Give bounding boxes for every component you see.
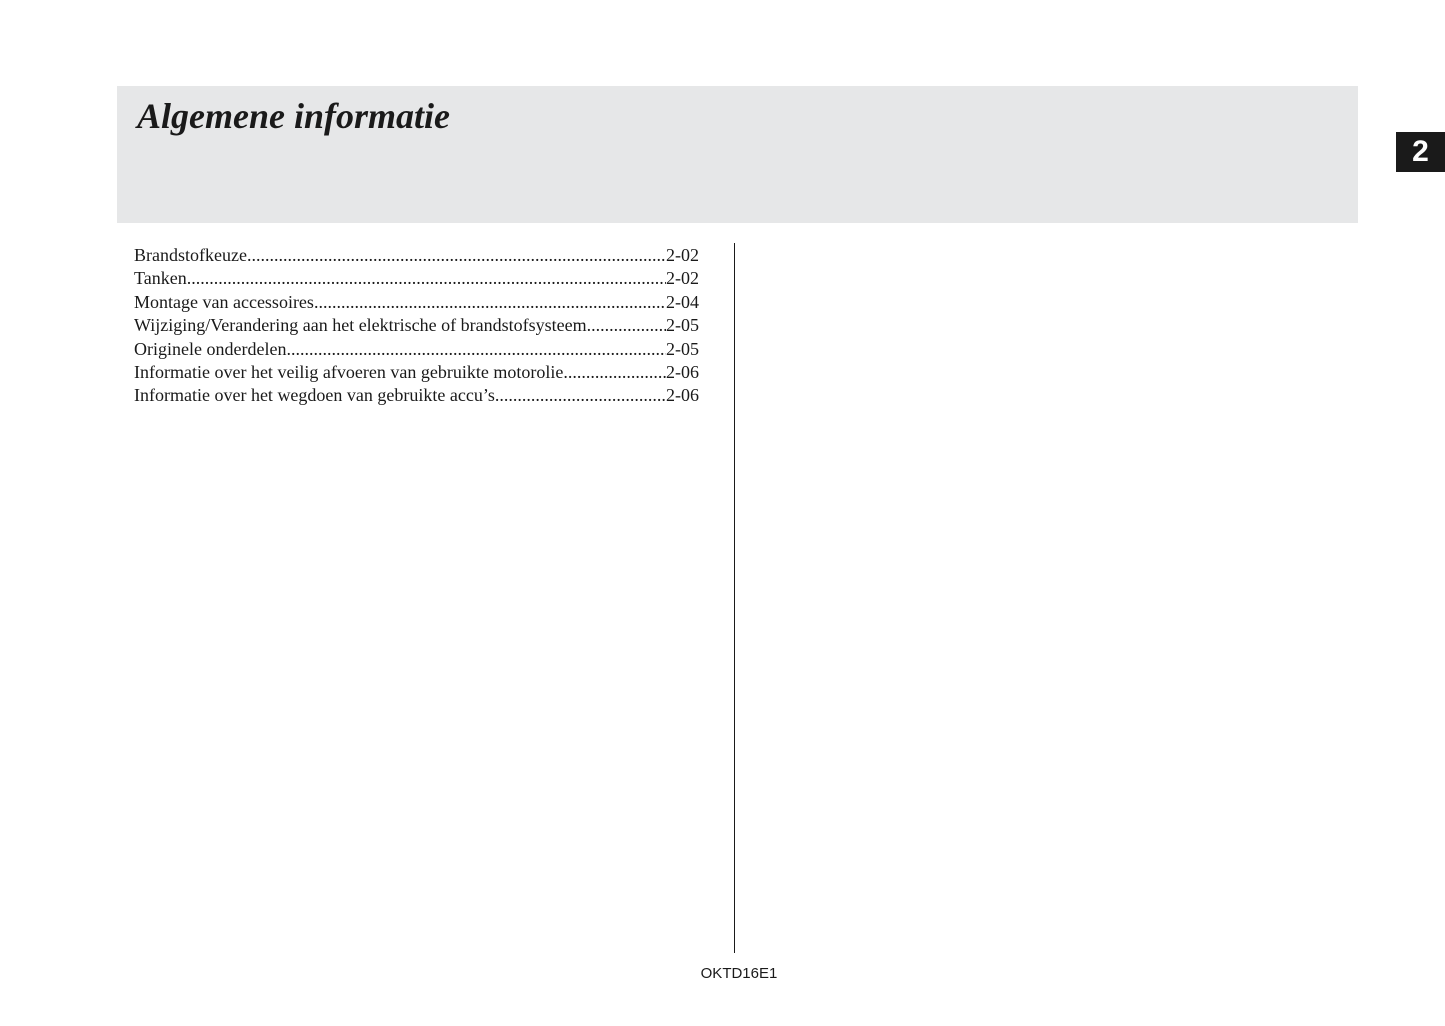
toc-entry-wijziging-systeem[interactable]	[134, 314, 699, 337]
toc-dot-leader	[187, 267, 666, 290]
chapter-tab: 2	[1396, 132, 1445, 172]
toc-dot-leader	[286, 338, 666, 361]
toc-entry-page: 2-02	[666, 268, 699, 289]
toc-entry-montage-accessoires[interactable]	[134, 291, 699, 314]
toc-entry-page: 2-04	[666, 291, 699, 312]
toc-entry-afvoeren-motorolie[interactable]	[134, 361, 699, 384]
toc-dot-leader	[314, 291, 666, 314]
toc-entry-label: Brandstofkeuze	[134, 245, 247, 265]
toc-entry-originele-onderdelen[interactable]	[134, 338, 699, 361]
toc-entry-label: Tanken	[134, 268, 187, 289]
toc-dot-leader	[563, 361, 666, 384]
toc-entry-label: Informatie over het wegdoen van gebruikte accu’s	[134, 385, 495, 406]
toc-entry-page: 2-06	[666, 385, 699, 406]
toc-entry-tanken[interactable]	[134, 267, 699, 290]
document-code: OKTD16E1	[700, 965, 778, 982]
toc-dot-leader	[587, 314, 666, 337]
toc-entry-label: Informatie over het veilig afvoeren van gebruikte motorolie	[134, 361, 564, 382]
page-title: Algemene informatie	[137, 96, 450, 136]
table-of-contents	[134, 244, 699, 408]
toc-entry-wegdoen-accus[interactable]	[134, 384, 699, 407]
toc-dot-leader	[247, 244, 666, 267]
toc-entry-page: 2-06	[666, 361, 699, 382]
toc-entry-page: 2-05	[666, 315, 699, 336]
toc-entry-label: Wijziging/Verandering aan het elektrische of brandstofsysteem	[134, 315, 587, 336]
toc-entry-label: Originele onderdelen	[134, 338, 287, 359]
toc-entry-page: 2-02	[666, 245, 699, 265]
toc-entry-label: Montage van accessoires	[134, 291, 314, 312]
toc-entry-page: 2-05	[666, 338, 699, 359]
toc-entry-brandstofkeuze[interactable]	[134, 244, 699, 267]
column-divider	[734, 243, 735, 953]
title-band	[117, 86, 1358, 223]
toc-dot-leader	[495, 384, 666, 407]
